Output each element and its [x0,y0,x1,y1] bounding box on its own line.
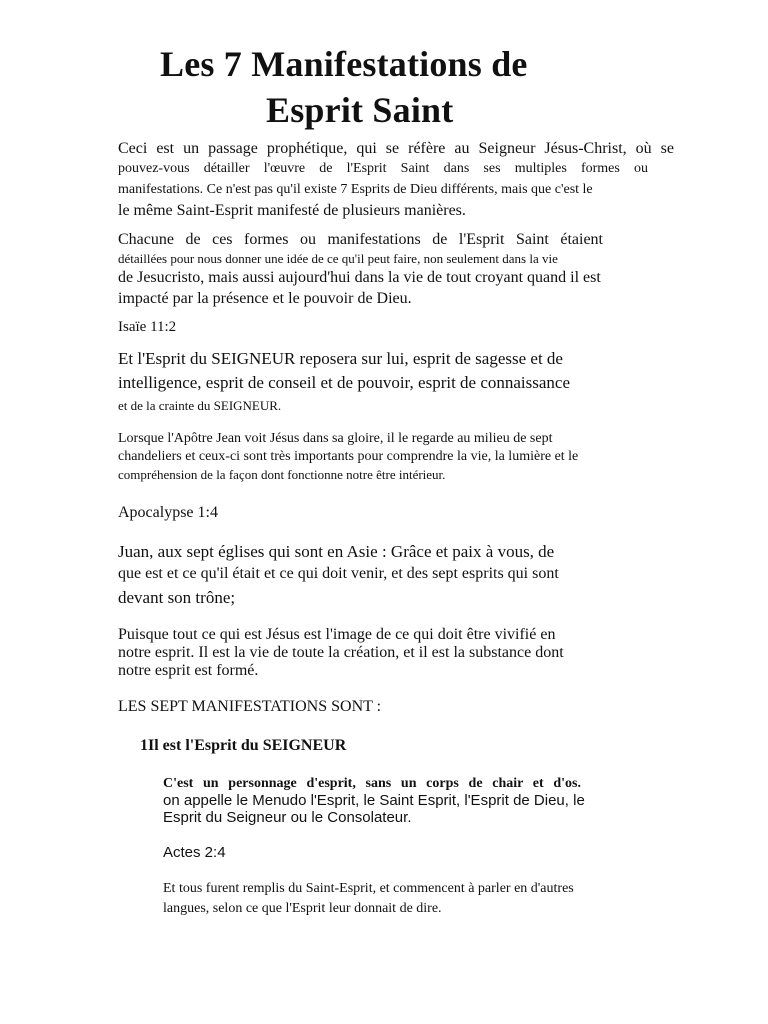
manifestation-1-bold-line: C'est un personnage d'esprit, sans un corps de chair et d'os. [163,776,581,791]
forms-line: détaillées pour nous donner une idée de ce qu'il peut faire, non seulement dans la vie [118,251,558,266]
intro-line: manifestations. Ce n'est pas qu'il existe 7 Esprits de Dieu différents, mais que c'est le [118,182,593,197]
apotre-line: chandeliers et ceux-ci sont très importants pour comprendre la vie, la lumière et le [118,449,579,464]
forms-line: de Jesucristo, mais aussi aujourd'hui dans la vie de tout croyant quand il est [118,269,601,286]
apocalypse-quote-line: devant son trône; [118,588,236,607]
puisque-line: notre esprit. Il est la vie de toute la création, et il est la substance dont [118,644,564,661]
isaie-quote-line: Et l'Esprit du SEIGNEUR reposera sur lui, esprit de sagesse et de [118,349,563,368]
apocalypse-quote-line: Juan, aux sept églises qui sont en Asie : Grâce et paix à vous, de [118,542,555,561]
intro-line: Ceci est un passage prophétique, qui se réfère au Seigneur Jésus-Christ, où se [118,140,674,157]
section-heading: LES SEPT MANIFESTATIONS SONT : [118,698,382,715]
document-title-line-1: Les 7 Manifestations de [160,44,528,84]
manifestation-1-body-line: on appelle le Menudo l'Esprit, le Saint Esprit, l'Esprit de Dieu, le [163,792,585,809]
puisque-line: Puisque tout ce qui est Jésus est l'image de ce qui doit être vivifié en [118,626,556,643]
puisque-line: notre esprit est formé. [118,662,259,679]
forms-line: Chacune de ces formes ou manifestations de l'Esprit Saint étaient [118,231,603,248]
reference-actes: Actes 2:4 [163,844,226,861]
actes-quote-line: langues, selon ce que l'Esprit leur donnait de dire. [163,901,442,916]
manifestation-1-body-line: Esprit du Seigneur ou le Consolateur. [163,809,412,826]
apocalypse-quote-line: que est et ce qu'il était et ce qui doit venir, et des sept esprits qui sont [118,565,559,582]
intro-line: pouvez-vous détailler l'œuvre de l'Esprit Saint dans ses multiples formes ou [118,161,648,176]
actes-quote-line: Et tous furent remplis du Saint-Esprit, et commencent à parler en d'autres [163,881,574,896]
apotre-line: compréhension de la façon dont fonctionne notre être intérieur. [118,467,446,482]
document-title-line-2: Esprit Saint [266,90,454,130]
reference-apocalypse: Apocalypse 1:4 [118,504,218,521]
reference-isaie: Isaïe 11:2 [118,319,177,335]
intro-line: le même Saint-Esprit manifesté de plusieurs manières. [118,202,466,219]
apotre-line: Lorsque l'Apôtre Jean voit Jésus dans sa gloire, il le regarde au milieu de sept [118,431,553,446]
isaie-quote-line: et de la crainte du SEIGNEUR. [118,398,282,413]
forms-line: impacté par la présence et le pouvoir de Dieu. [118,290,412,307]
manifestation-1-heading: 1Il est l'Esprit du SEIGNEUR [140,737,347,754]
isaie-quote-line: intelligence, esprit de conseil et de pouvoir, esprit de connaissance [118,373,571,392]
